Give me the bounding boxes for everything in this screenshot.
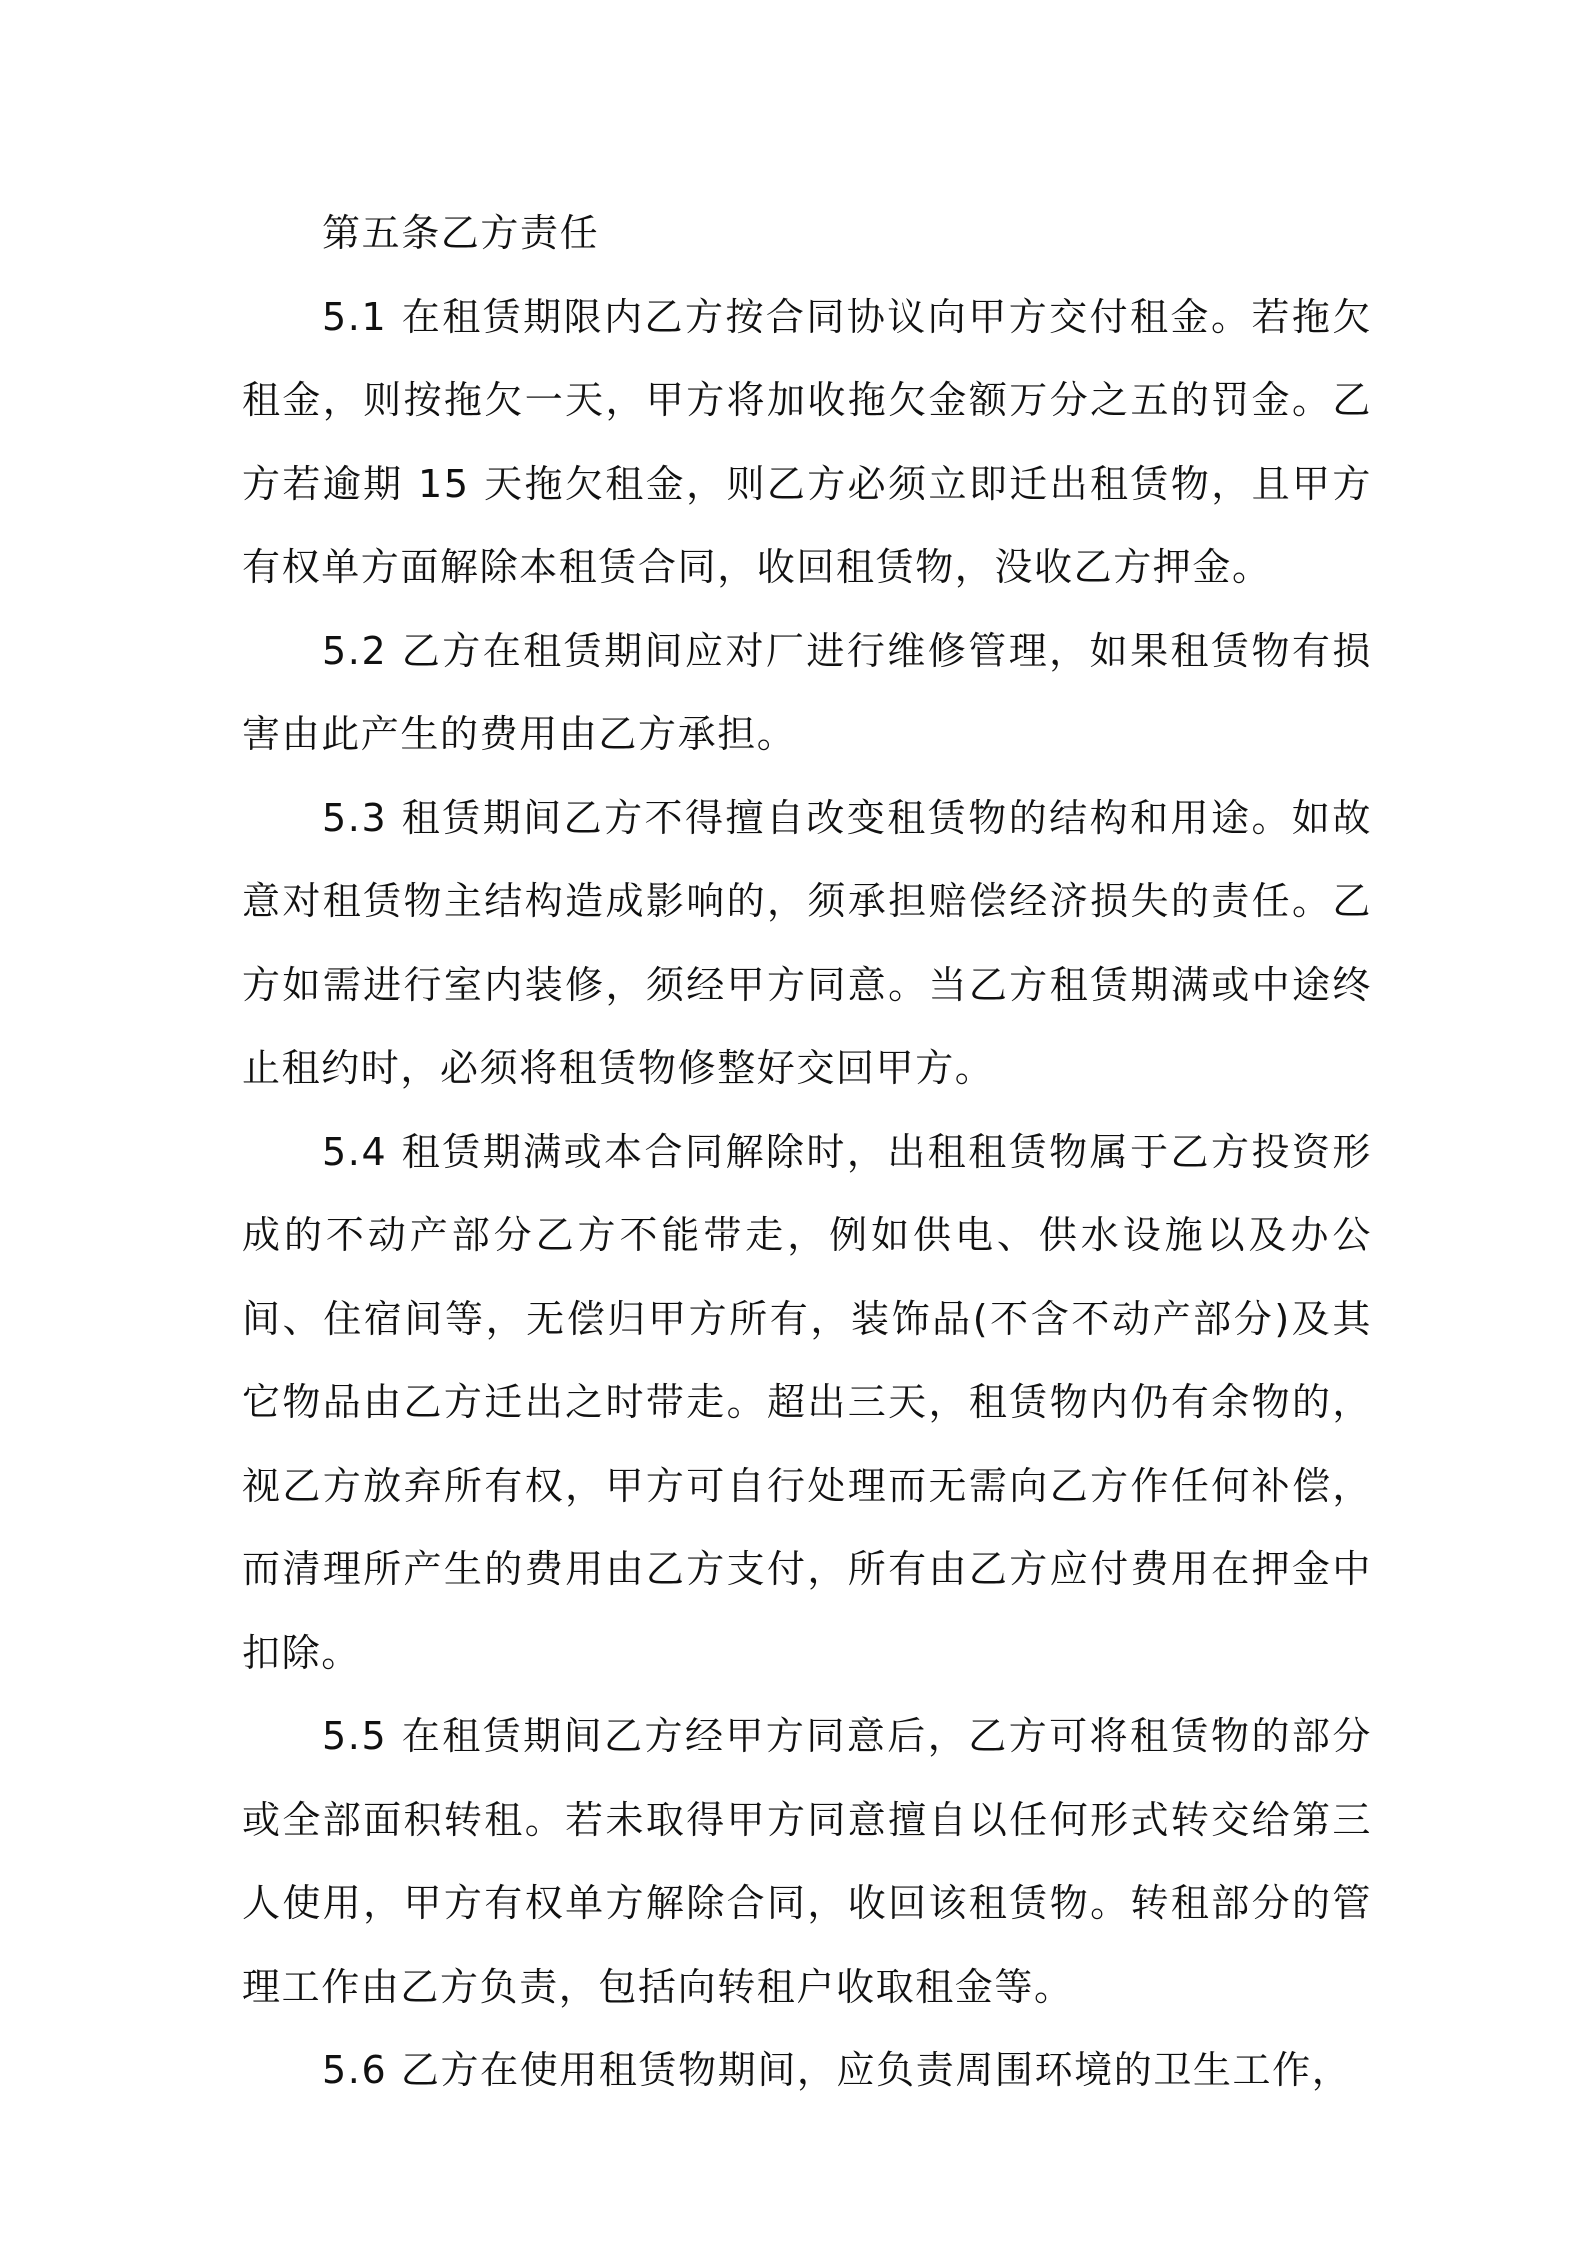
- section-heading: 第五条乙方责任: [322, 211, 600, 255]
- paragraph-5-6: 5.6 乙方在使用租赁物期间，应负责周围环境的卫生工作，: [322, 2048, 1352, 2092]
- paragraph-5-5: 5.5 在租赁期间乙方经甲方同意后，乙方可将租赁物的部分或全部面积转租。若未取得甲方同意擅自以任何形式转交给第三人使用，甲方有权单方解除合同，收回该租赁物。转租部分的管理工作由乙方负责，包括向转租户收取租金等。: [242, 1714, 1372, 2009]
- paragraph-5-4: 5.4 租赁期满或本合同解除时，出租租赁物属于乙方投资形成的不动产部分乙方不能带走，例如供电、供水设施以及办公间、住宿间等，无偿归甲方所有，装饰品(不含不动产部分)及其它物品由乙方迁出之时带走。超出三天，租赁物内仍有余物的，视乙方放弃所有权，甲方可自行处理而无需向乙方作任何补偿，而清理所产生的费用由乙方支付，所有由乙方应付费用在押金中扣除。: [242, 1129, 1372, 1675]
- paragraph-5-1: 5.1 在租赁期限内乙方按合同协议向甲方交付租金。若拖欠租金，则按拖欠一天，甲方将加收拖欠金额万分之五的罚金。乙方若逾期 15 天拖欠租金，则乙方必须立即迁出租赁物，且甲方有权单方面解除本租赁合同，收回租赁物，没收乙方押金。: [242, 294, 1372, 589]
- paragraph-5-3: 5.3 租赁期间乙方不得擅自改变租赁物的结构和用途。如故意对租赁物主结构造成影响的，须承担赔偿经济损失的责任。乙方如需进行室内装修，须经甲方同意。当乙方租赁期满或中途终止租约时，必须将租赁物修整好交回甲方。: [242, 795, 1372, 1090]
- paragraph-5-2: 5.2 乙方在租赁期间应对厂进行维修管理，如果租赁物有损害由此产生的费用由乙方承担。: [242, 628, 1372, 756]
- document-body: [242, 192, 1372, 2113]
